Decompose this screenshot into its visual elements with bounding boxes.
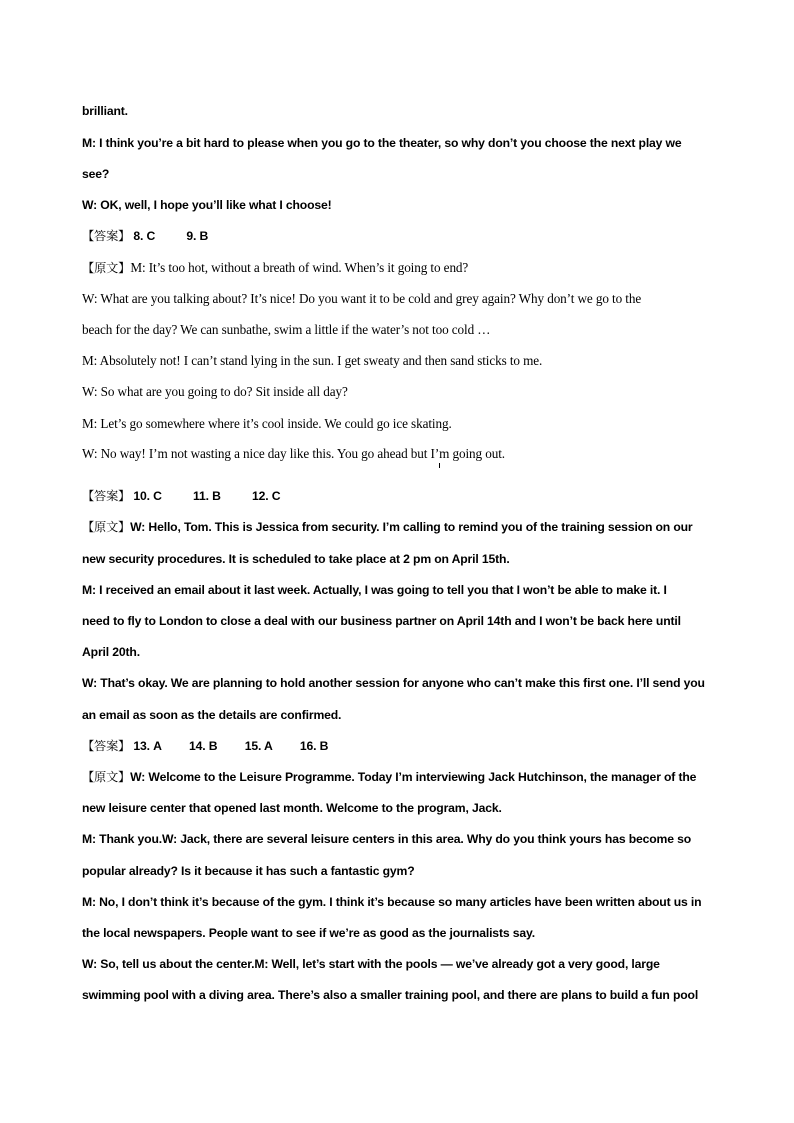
original-label: 【原文】: [82, 261, 131, 275]
text-line: April 20th.: [82, 645, 140, 659]
text-line: W: So, tell us about the center.M: Well, let’s start with the pools — we’ve already got a very good, large: [82, 957, 660, 971]
text-line: W: OK, well, I hope you’ll like what I choose!: [82, 198, 332, 212]
text-line: M: I think you’re a bit hard to please when you go to the theater, so why don’t you choose the next play we: [82, 136, 682, 150]
text-line: see?: [82, 167, 110, 181]
original-text: W: Hello, Tom. This is Jessica from security. I’m calling to remind you of the training session on our: [130, 520, 693, 534]
answer-item: 10. C: [133, 489, 162, 503]
answer-label: 【答案】: [82, 739, 131, 753]
answer-label: 【答案】: [82, 229, 131, 243]
text-line: popular already? Is it because it has such a fantastic gym?: [82, 864, 415, 878]
answer-item: 13. A: [133, 739, 162, 753]
answer-item: 11. B: [193, 489, 221, 503]
text-line: brilliant.: [82, 104, 128, 118]
answer-line: [82, 488, 722, 504]
text-line: the local newspapers. People want to see if we’re as good as the journalists say.: [82, 926, 535, 940]
text-line: W: That’s okay. We are planning to hold another session for anyone who can’t make this first one. I’ll send you: [82, 676, 705, 690]
text-line: W: No way! I’m not wasting a nice day like this. You go ahead but I’m going out.: [82, 446, 505, 461]
original-text: W: Welcome to the Leisure Programme. Today I’m interviewing Jack Hutchinson, the manager of the: [130, 770, 697, 784]
text-line: M: Let’s go somewhere where it’s cool inside. We could go ice skating.: [82, 416, 452, 431]
text-line: M: Thank you.W: Jack, there are several leisure centers in this area. Why do you think yours has become so: [82, 832, 692, 846]
answer-item: 14. B: [189, 739, 218, 753]
answer-item: 16. B: [299, 739, 329, 753]
answer-item: 12. C: [252, 489, 281, 503]
original-line: [82, 769, 722, 785]
text-line: M: Absolutely not! I can’t stand lying in the sun. I get sweaty and then sand sticks to me.: [82, 353, 543, 368]
text-line: new security procedures. It is scheduled to take place at 2 pm on April 15th.: [82, 552, 510, 566]
text-line: W: So what are you going to do? Sit inside all day?: [82, 384, 348, 399]
answer-line: [82, 228, 722, 244]
text-line: W: What are you talking about? It’s nice! Do you want it to be cold and grey again? Why don’t we go to the: [82, 291, 642, 306]
answer-item: 9. B: [186, 229, 209, 243]
text-line: need to fly to London to close a deal with our business partner on April 14th and I won’t be back here until: [82, 614, 681, 628]
original-label: 【原文】: [82, 770, 131, 784]
text-line: an email as soon as the details are confirmed.: [82, 708, 342, 722]
answer-label: 【答案】: [82, 489, 131, 503]
text-line: M: I received an email about it last week. Actually, I was going to tell you that I won’t be able to make it. I: [82, 583, 667, 597]
answer-item: 15. A: [244, 739, 273, 753]
stray-mark: [439, 463, 440, 468]
answer-line: [82, 738, 722, 754]
original-text: M: It’s too hot, without a breath of wind. When’s it going to end?: [130, 260, 469, 275]
original-line: [82, 260, 722, 276]
text-line: swimming pool with a diving area. There’s also a smaller training pool, and there are plans to build a fun pool: [82, 988, 699, 1002]
text-line: beach for the day? We can sunbathe, swim a little if the water’s not too cold …: [82, 322, 491, 337]
text-line: M: No, I don’t think it’s because of the gym. I think it’s because so many articles have been written about us in: [82, 895, 702, 909]
text-line: new leisure center that opened last month. Welcome to the program, Jack.: [82, 801, 502, 815]
original-label: 【原文】: [82, 520, 131, 534]
original-line: [82, 519, 722, 535]
answer-item: 8. C: [133, 229, 156, 243]
